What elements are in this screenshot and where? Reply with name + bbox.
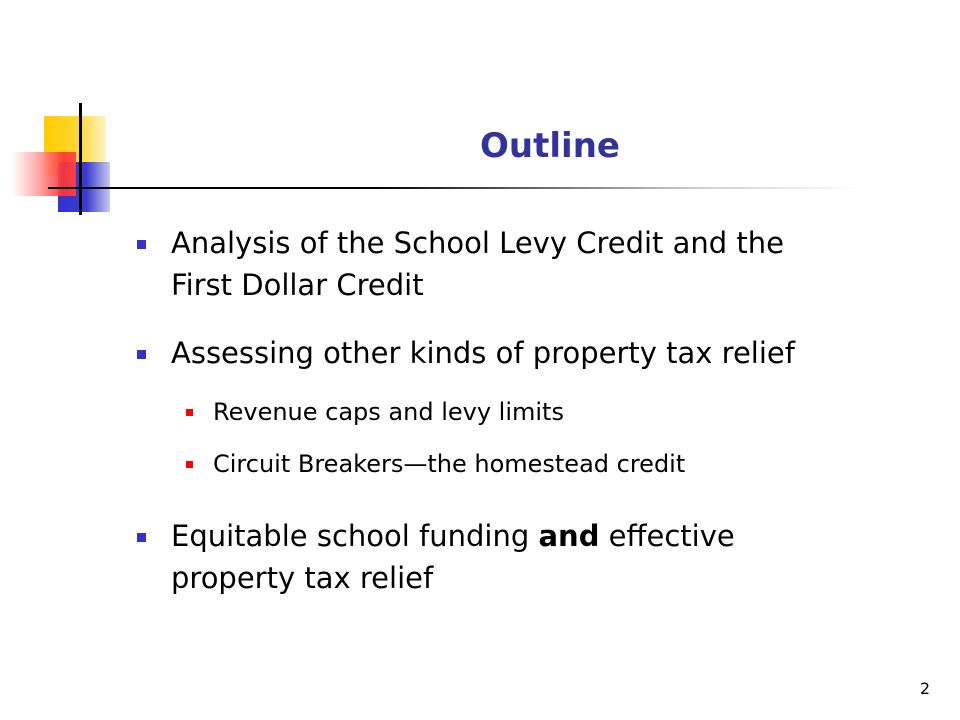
bullet-text: Assessing other kinds of property tax relief bbox=[171, 336, 795, 370]
page-number: 2 bbox=[919, 679, 930, 698]
sub-bullet-text: Revenue caps and levy limits bbox=[213, 398, 564, 426]
slide-title: Outline bbox=[480, 126, 620, 166]
sub-bullet-square-icon bbox=[186, 461, 193, 468]
sub-bullet-text: Circuit Breakers—the homestead credit bbox=[213, 450, 686, 478]
bullet-text: Analysis of the School Levy Credit and the bbox=[171, 226, 785, 260]
logo-red-square bbox=[12, 152, 76, 196]
bullet-square-icon bbox=[137, 350, 146, 359]
bullet-square-icon bbox=[137, 533, 146, 542]
bullet-text-continuation: property tax relief bbox=[171, 561, 434, 595]
bullet-text bbox=[171, 518, 891, 555]
bullet-text-part: Equitable school funding bbox=[171, 519, 539, 553]
bullet-text-part: effective bbox=[599, 519, 735, 553]
title-underline bbox=[48, 187, 863, 189]
logo-vertical-line bbox=[79, 103, 82, 215]
bullet-text-bold: and bbox=[538, 519, 600, 553]
sub-bullet-square-icon bbox=[186, 409, 193, 416]
bullet-square-icon bbox=[137, 240, 146, 249]
bullet-text-continuation: First Dollar Credit bbox=[171, 268, 424, 302]
